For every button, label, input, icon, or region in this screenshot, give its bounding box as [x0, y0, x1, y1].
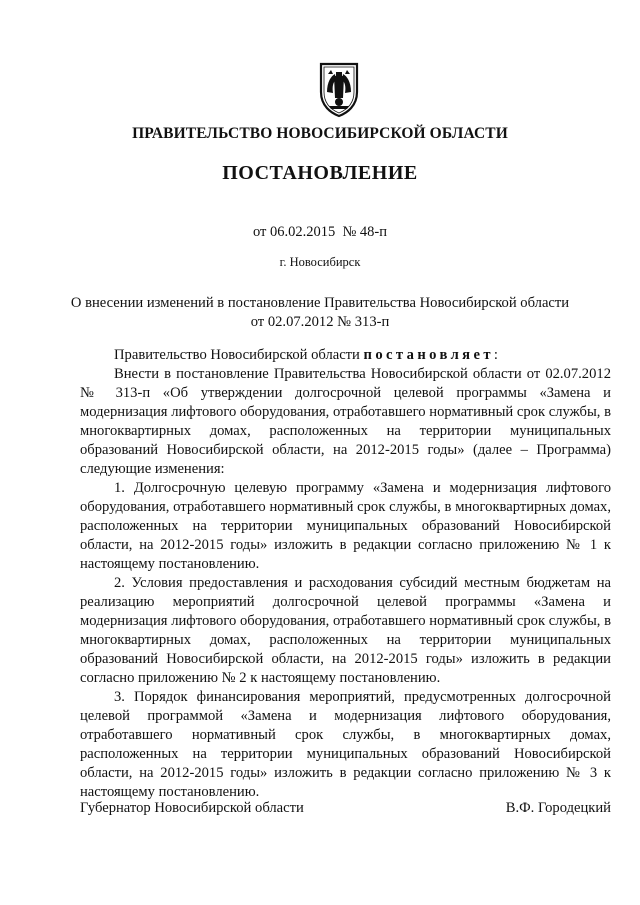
document-type-title: ПОСТАНОВЛЕНИЕ: [222, 162, 418, 184]
coat-of-arms-icon: [319, 62, 359, 118]
document-subject: [40, 294, 600, 332]
paragraph-item-1: 1. Долгосрочную целевую программу «Замена и модернизация лифтового оборудования, отработавшего нормативный срок службы, в многоквартирных домах, расположенных на территории муниципальных образований Новосибирской области, на 2012-2015 годы» изложить в редакции согласно приложению № 1 к настоящему постановлению.: [80, 480, 611, 572]
intro-paragraph: [80, 346, 611, 365]
document-body: [80, 346, 611, 802]
date-and-number: от 06.02.2015 № 48-п: [252, 224, 388, 240]
subject-line-2: от 02.07.2012 № 313-п: [250, 314, 390, 330]
signatory-position: Губернатор Новосибирской области: [80, 800, 304, 816]
intro-suffix: :: [493, 347, 498, 363]
intro-prefix: Правительство Новосибирской области: [114, 347, 364, 363]
subject-line-1: О внесении изменений в постановление Правительства Новосибирской области: [70, 295, 570, 311]
paragraph-item-3: 3. Порядок финансирования мероприятий, предусмотренных долгосрочной целевой программой «Замена и модернизация лифтового оборудования, отработавшего нормативный срок службы, в многоквартирных домах, расположенных на территории муниципальных образований Новосибирской области, на 2012-2015 годы» изложить в редакции согласно приложению № 3 к настоящему постановлению.: [80, 689, 611, 800]
paragraph-item-2: 2. Условия предоставления и расходования субсидий местным бюджетам на реализацию мероприятий долгосрочной целевой программы «Замена и модернизация лифтового оборудования, отработавшего нормативный срок службы, в многоквартирных домах, расположенных на территории муниципальных образований Новосибирской области, на 2012-2015 годы» изложить в редакции согласно приложению № 2 к настоящему постановлению.: [80, 575, 611, 686]
organization-title: ПРАВИТЕЛЬСТВО НОВОСИБИРСКОЙ ОБЛАСТИ: [132, 125, 508, 142]
signatory-name: В.Ф. Городецкий: [505, 800, 611, 816]
intro-verb: постановляет: [363, 347, 494, 363]
city-line: г. Новосибирск: [279, 255, 361, 269]
signature-block: [80, 800, 611, 817]
paragraph-main: Внести в постановление Правительства Новосибирской области от 02.07.2012 № 313-п «Об утверждении долгосрочной целевой программы «Замена и модернизация лифтового оборудования, отработавшего нормативный срок службы, в многоквартирных домах, расположенных на территории муниципальных образований Новосибирской области, на 2012-2015 годы» (далее – Программа) следующие изменения:: [80, 366, 611, 477]
